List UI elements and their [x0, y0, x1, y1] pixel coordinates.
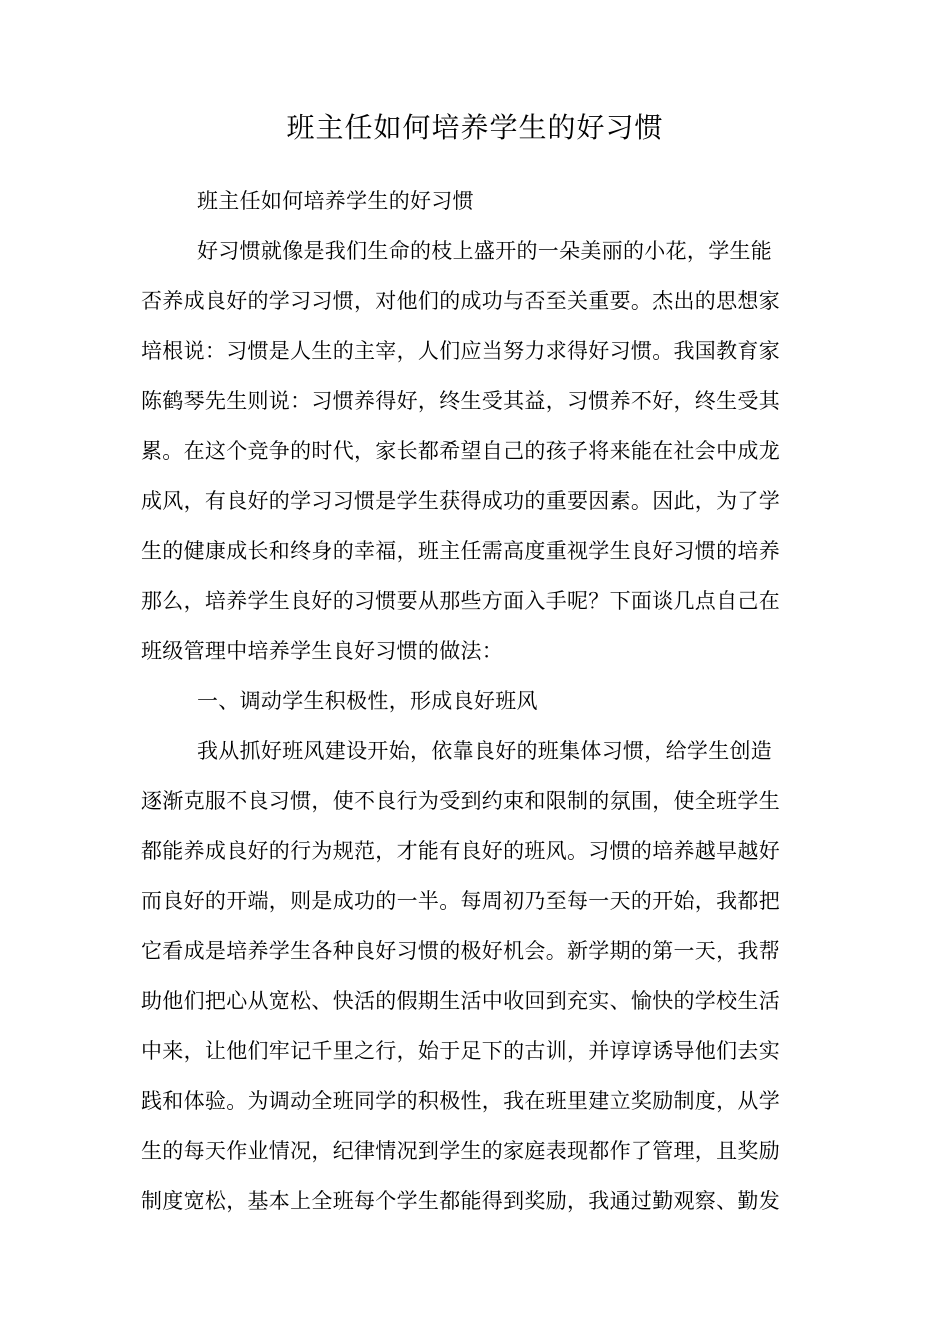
paragraph-line: 生的每天作业情况，纪律情况到学生的家庭表现都作了管理，且奖励 [141, 1139, 780, 1163]
document-title: 班主任如何培养学生的好习惯 [286, 111, 664, 144]
paragraph-line: 成风，有良好的学习习惯是学生获得成功的重要因素。因此，为了学 [141, 489, 780, 513]
section-heading: 一、调动学生积极性，形成良好班风 [197, 689, 538, 713]
paragraph-line: 助他们把心从宽松、快活的假期生活中收回到充实、愉快的学校生活 [141, 989, 780, 1013]
paragraph-line: 生的健康成长和终身的幸福，班主任需高度重视学生良好习惯的培养 [141, 539, 780, 563]
paragraph-line: 陈鹤琴先生则说：习惯养得好，终生受其益，习惯养不好，终生受其 [141, 389, 780, 413]
paragraph-line: 它看成是培养学生各种良好习惯的极好机会。新学期的第一天，我帮 [141, 939, 780, 963]
paragraph-line: 班级管理中培养学生良好习惯的做法： [141, 639, 504, 663]
subtitle-line: 班主任如何培养学生的好习惯 [197, 189, 474, 213]
paragraph-line: 培根说：习惯是人生的主宰，人们应当努力求得好习惯。我国教育家 [141, 339, 780, 363]
paragraph-line: 好习惯就像是我们生命的枝上盛开的一朵美丽的小花，学生能 [197, 239, 773, 263]
paragraph-line: 中来，让他们牢记千里之行，始于足下的古训，并谆谆诱导他们去实 [141, 1039, 780, 1063]
paragraph-line: 都能养成良好的行为规范，才能有良好的班风。习惯的培养越早越好 [141, 839, 780, 863]
paragraph-line: 逐渐克服不良习惯，使不良行为受到约束和限制的氛围，使全班学生 [141, 789, 780, 813]
paragraph-line: 而良好的开端，则是成功的一半。每周初乃至每一天的开始，我都把 [141, 889, 780, 913]
paragraph-line: 制度宽松，基本上全班每个学生都能得到奖励，我通过勤观察、勤发 [141, 1189, 780, 1213]
paragraph-line: 那么，培养学生良好的习惯要从那些方面入手呢？下面谈几点自己在 [141, 589, 780, 613]
paragraph-line: 践和体验。为调动全班同学的积极性，我在班里建立奖励制度，从学 [141, 1089, 780, 1113]
paragraph-line: 累。在这个竞争的时代，家长都希望自己的孩子将来能在社会中成龙 [141, 439, 780, 463]
paragraph-line: 否养成良好的学习习惯，对他们的成功与否至关重要。杰出的思想家 [141, 289, 780, 313]
paragraph-line: 我从抓好班风建设开始，依靠良好的班集体习惯，给学生创造 [197, 739, 773, 763]
